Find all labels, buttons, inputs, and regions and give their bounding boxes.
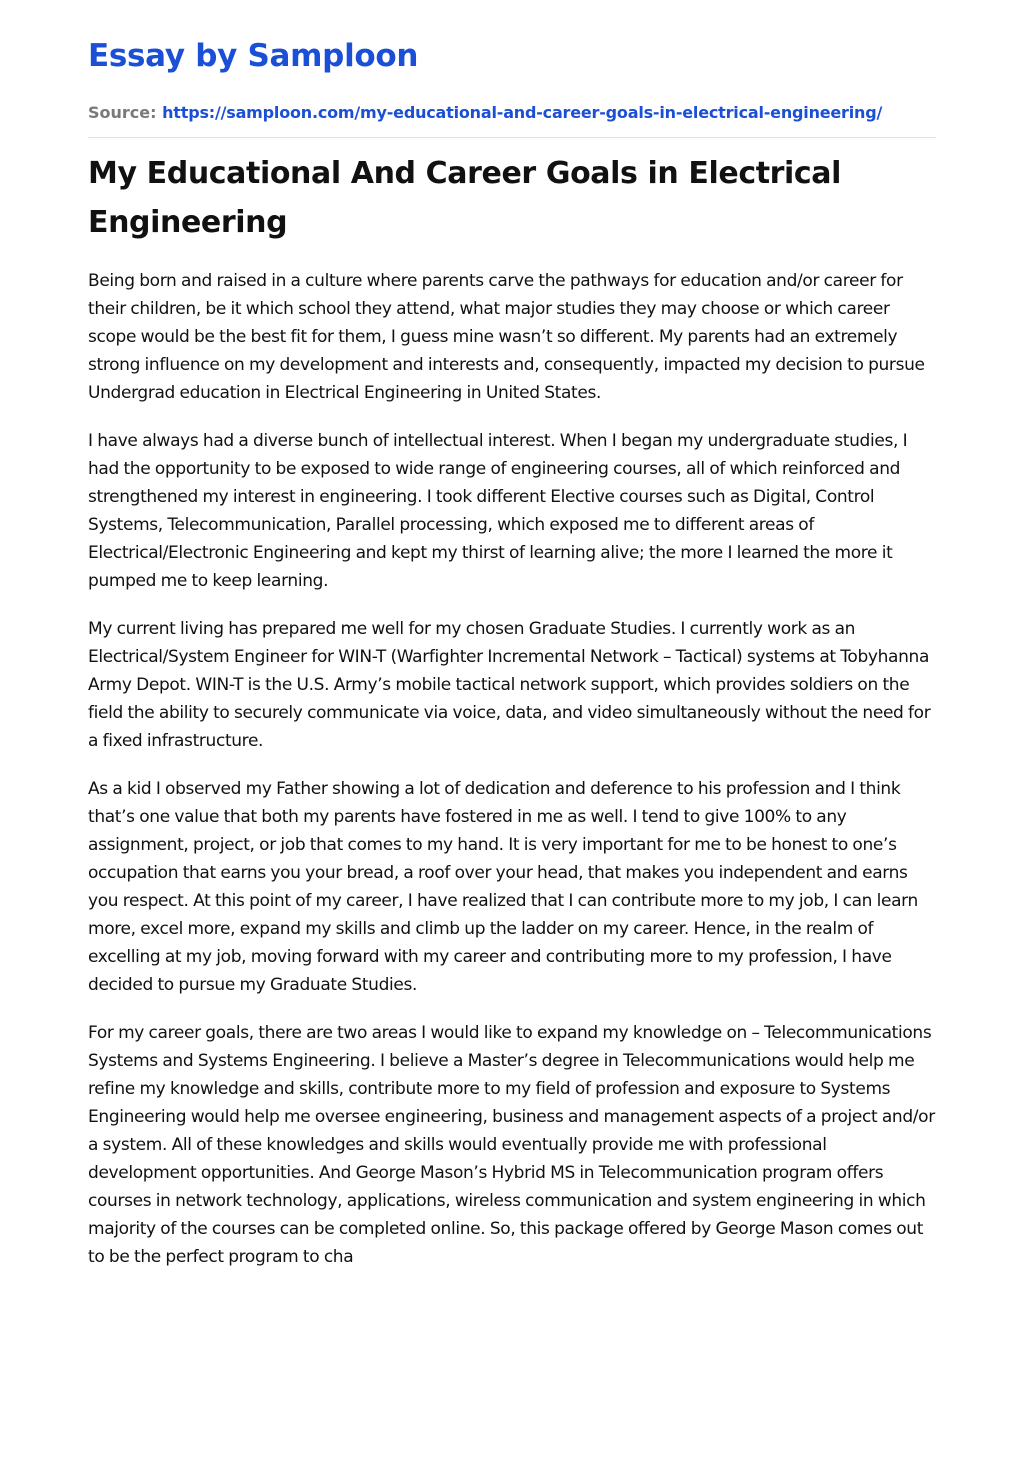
essay-title: My Educational And Career Goals in Electrical Engineering	[88, 156, 842, 240]
paragraph-2: I have always had a diverse bunch of intellectual interest. When I began my undergraduate studies, I had the opportunity to be exposed to wide range of engineering courses, all of which reinforced and strengthened my interest in engineering. I took different Elective courses such as Digital, Control Systems, Telecommunication, Parallel processing, which exposed me to different areas of Electrical/Electronic Engineering and kept my thirst of learning alive; the more I learned the more it pumped me to keep learning.	[88, 431, 908, 591]
divider	[88, 137, 936, 138]
document-page	[88, 34, 936, 1291]
essay-body	[88, 267, 936, 1271]
paragraph-4: As a kid I observed my Father showing a lot of dedication and deference to his profession and I think that’s one value that both my parents have fostered in me as well. I tend to give 100% to any assignment, project, or job that comes to my hand. It is very important for me to be honest to one’s occupation that earns you your bread, a roof over your head, that makes you independent and earns you respect. At this point of my career, I have realized that I can contribute more to my job, I can learn more, excel more, expand my skills and climb up the ladder on my career. Hence, in the realm of excelling at my job, moving forward with my career and contributing more to my profession, I have decided to pursue my Graduate Studies.	[88, 779, 918, 995]
paragraph-3: My current living has prepared me well for my chosen Graduate Studies. I currently work as an Electrical/System Engineer for WIN-T (Warfighter Incremental Network – Tactical) systems at Tobyhanna Army Depot. WIN-T is the U.S. Army’s mobile tactical network support, which provides soldiers on the field the ability to securely communicate via voice, data, and video simultaneously without the need for a fixed infrastructure.	[88, 619, 931, 751]
brand-title: Essay by Samploon	[88, 38, 419, 74]
source-label: Source:	[88, 103, 157, 122]
paragraph-1: Being born and raised in a culture where parents carve the pathways for education and/or career for their children, be it which school they attend, what major studies they may choose or which career scope would be the best fit for them, I guess mine wasn’t so different. My parents had an extremely strong influence on my development and interests and, consequently, impacted my decision to pursue Undergrad education in Electrical Engineering in United States.	[88, 271, 925, 403]
paragraph-5: For my career goals, there are two areas I would like to expand my knowledge on – Telecommunications Systems and Systems Engineering. I believe a Master’s degree in Telecommunications would help me refine my knowledge and skills, contribute more to my field of profession and exposure to Systems Engineering would help me oversee engineering, business and management aspects of a project and/or a system. All of these knowledges and skills would eventually provide me with professional development opportunities. And George Mason’s Hybrid MS in Telecommunication program offers courses in network technology, applications, wireless communication and system engineering in which majority of the courses can be completed online. So, this package offered by George Mason comes out to be the perfect program to cha	[88, 1023, 935, 1267]
source-link[interactable]: https://samploon.com/my-educational-and-career-goals-in-electrical-engineering/	[162, 103, 883, 122]
source-line	[88, 101, 936, 125]
